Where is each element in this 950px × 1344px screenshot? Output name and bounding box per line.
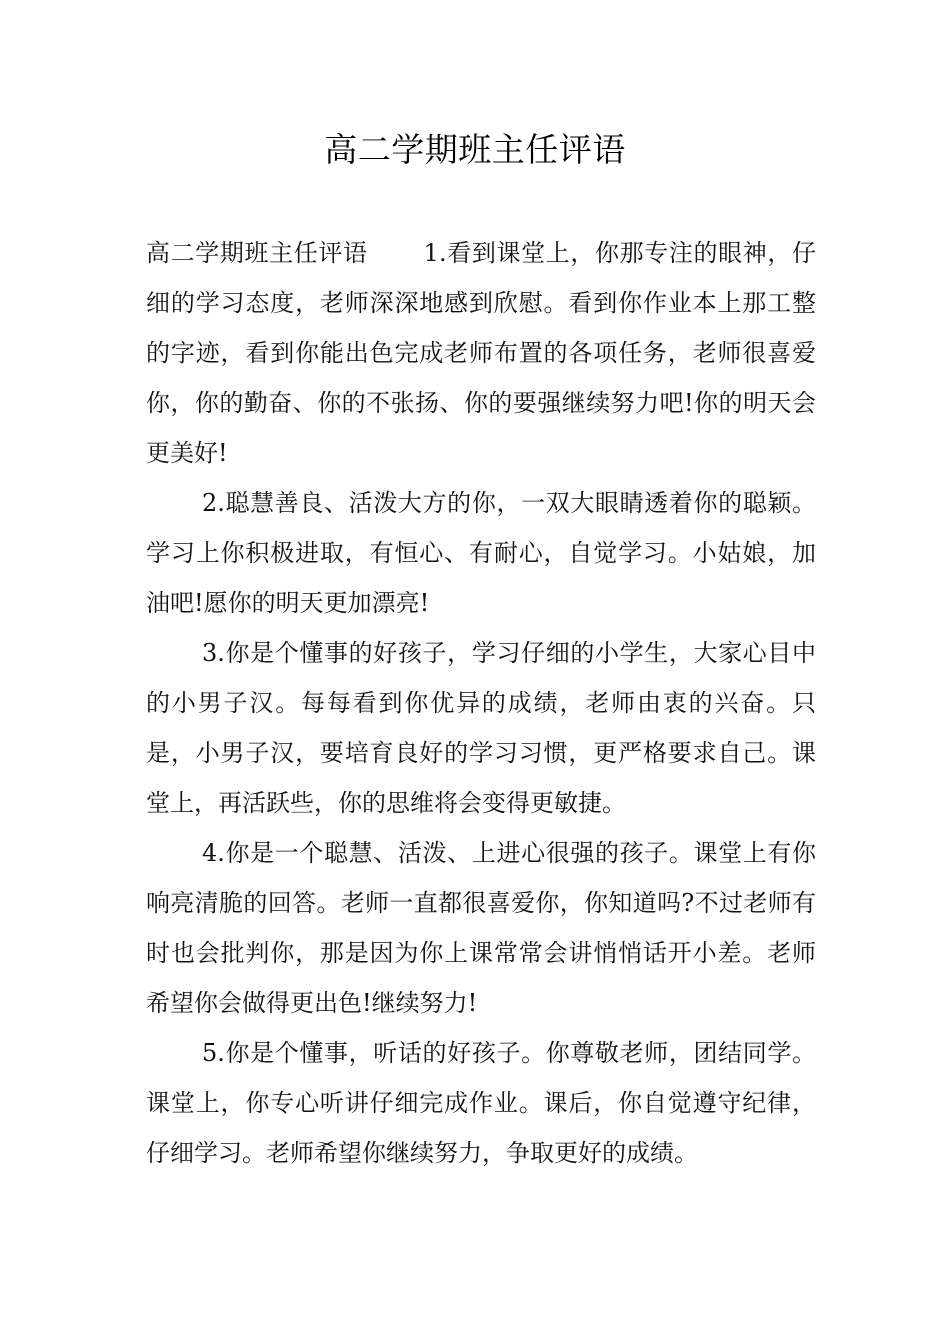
- paragraph-3: 3.你是个懂事的好孩子，学习仔细的小学生，大家心目中的小男子汉。每每看到你优异的成绩，老师由衷的兴奋。只是，小男子汉，要培育良好的学习习惯，更严格要求自己。课堂上，再活跃些，你的思维将会变得更敏捷。: [146, 639, 816, 817]
- paragraph-2: 2.聪慧善良、活泼大方的你，一双大眼睛透着你的聪颖。学习上你积极进取，有恒心、有耐心，自觉学习。小姑娘，加油吧!愿你的明天更加漂亮!: [146, 489, 816, 617]
- lead-heading: 高二学期班主任评语: [146, 239, 368, 267]
- paragraph-5: 5.你是个懂事，听话的好孩子。你尊敬老师，团结同学。课堂上，你专心听讲仔细完成作业。课后，你自觉遵守纪律，仔细学习。老师希望你继续努力，争取更好的成绩。: [146, 1039, 816, 1167]
- paragraph-4: 4.你是一个聪慧、活泼、上进心很强的孩子。课堂上有你响亮清脆的回答。老师一直都很喜爱你，你知道吗?不过老师有时也会批判你，那是因为你上课常常会讲悄悄话开小差。老师希望你会做得更出色!继续努力!: [146, 839, 816, 1017]
- paragraph-1: [146, 228, 816, 478]
- document-title: 高二学期班主任评语: [324, 130, 626, 169]
- paragraph-1-text: 1.看到课堂上，你那专注的眼神，仔细的学习态度，老师深深地感到欣慰。看到你作业本上那工整的字迹，看到你能出色完成老师布置的各项任务，老师很喜爱你，你的勤奋、你的不张扬、你的要强继续努力吧!你的明天会更美好!: [146, 239, 817, 467]
- document-body: [146, 228, 816, 1178]
